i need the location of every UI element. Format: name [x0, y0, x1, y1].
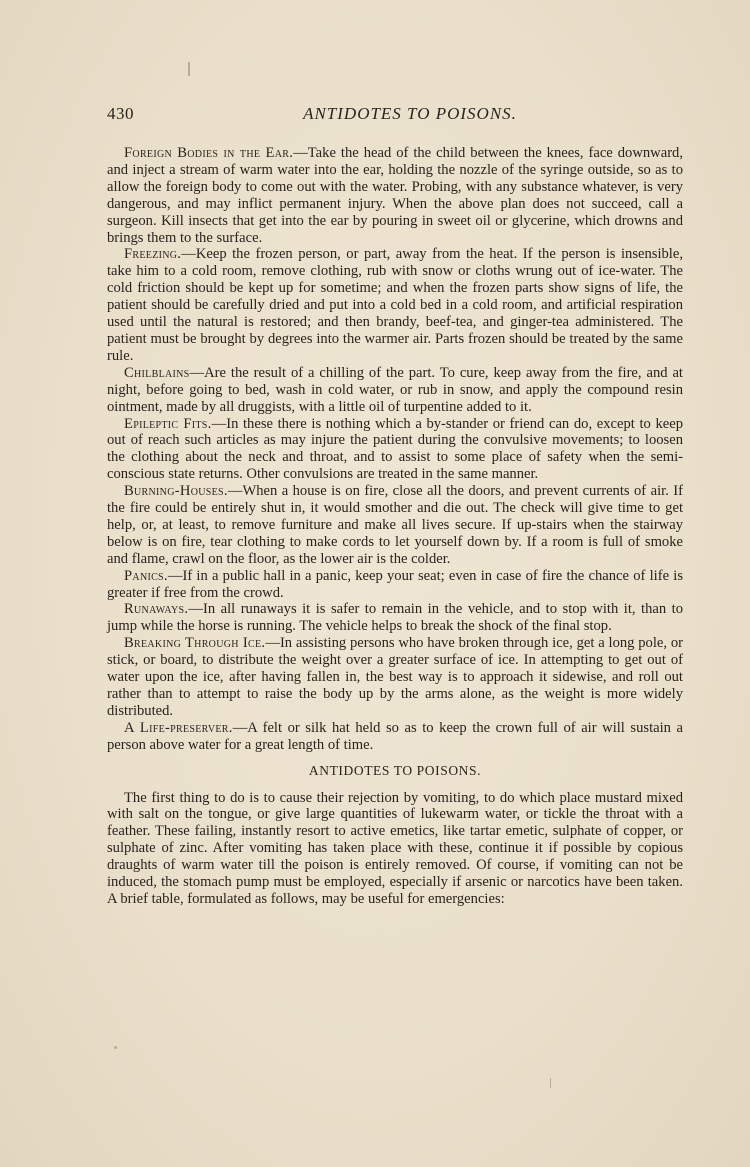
paragraph-foreign-bodies: [107, 145, 683, 246]
paragraph-text: —A felt or silk hat held so as to keep the crown full of air will sustain a person above water for a great length of time.: [107, 719, 683, 753]
paragraph-text: —In these there is nothing which a by-stander or friend can do, except to keep out of reach such articles as may injure the patient during the convulsive movements; to loosen the clothing about the neck and throat, and to assist to some place of safety when the semi-conscious state returns. Other convulsions are treated in the same manner.: [107, 415, 684, 483]
section-heading: ANTIDOTES TO POISONS.: [308, 762, 482, 778]
paragraph-panics: [107, 568, 683, 602]
paragraph-text: —Take the head of the child between the knees, face downward, and inject a stream of warm water into the ear, holding the nozzle of the syringe outside, so as to allow the foreign body to come out with the water. Probing, with any substance whatever, is very dangerous, and may inflict permanent injury. When the above plan does not succeed, call a surgeon. Kill insects that get into the ear by pouring in sweet oil or glycerine, which drowns and brings them to the surface.: [107, 145, 684, 246]
body-text: [107, 145, 683, 908]
paragraph-text: —Are the result of a chilling of the part. To cure, keep away from the fire, and at night, before going to bed, wash in cold water, or rub in snow, and apply the compound resin ointment, made by all druggists, with a little oil of turpentine added to it.: [107, 364, 683, 415]
paragraph-breaking-through-ice: [107, 635, 683, 720]
paper-speck: [114, 1046, 117, 1049]
paragraph-lead: Foreign Bodies in the Ear.: [124, 145, 294, 161]
paragraph-lead: Breaking Through Ice.: [124, 635, 266, 652]
paragraph-lead: Runaways.: [124, 601, 189, 618]
paragraph-text: —If in a public hall in a panic, keep your seat; even in case of fire the chance of life is greater if free from the crowd.: [107, 567, 683, 601]
running-head: [107, 104, 683, 126]
paragraph-epileptic-fits: [107, 416, 683, 484]
paragraph-runaways: [107, 601, 683, 635]
paragraph-burning-houses: [107, 483, 683, 568]
running-title: ANTIDOTES TO POISONS.: [303, 104, 517, 123]
paragraph-freezing: [107, 246, 683, 364]
paragraph-lead: Freezing.: [124, 246, 182, 263]
paragraph-lead: Panics.: [124, 567, 168, 584]
paragraph-text: —When a house is on fire, close all the doors, and prevent currents of air. If the fire could be entirely shut in, it would smother and die out. The check will give time to get help, or, at least, to remove furniture and make all lives secure. If up-stairs when the stairway below is on fire, tear clothing to make cords to let yourself down by. If a room is full of smoke and flame, crawl on the floor, as the lower air is the colder.: [107, 483, 683, 567]
paragraph-lead: Chilblains: [124, 364, 190, 381]
paragraph-text: —Keep the frozen person, or part, away from the heat. If the person is insensible, take him to a cold room, remove clothing, rub with snow or cloths wrung out of ice-water. The cold friction should be kept up for sometime; and when the frozen parts show signs of life, the patient should be carefully dried and put into a cold bed in a cold room, and artificial respiration used until the natural is restored; and then brandy, beef-tea, and ginger-tea administered. The patient must be brought by degrees into the warmer air. Parts frozen should be treated by the same rule.: [107, 246, 683, 364]
paragraph-text: —In assisting persons who have broken through ice, get a long pole, or stick, or board, to distribute the weight over a greater surface of ice. In attempting to get out of water upon the ice, after having fallen in, the best way is to approach it sidewise, and roll out rather than to attempt to raise the body up by the arms alone, as the weight is more widely distributed.: [107, 635, 683, 719]
paragraph-lead: Burning-Houses.: [124, 483, 228, 500]
paragraph-lead: A Life-preserver.: [124, 719, 233, 736]
paragraph-text: —In all runaways it is safer to remain in the vehicle, and to stop with it, than to jump while the horse is running. The vehicle helps to break the shock of the final stop.: [107, 601, 683, 635]
paragraph-life-preserver: [107, 720, 683, 754]
paragraph-chilblains: [107, 365, 683, 416]
paragraph-antidotes: The first thing to do is to cause their rejection by vomiting, to do which place mustard mixed with salt on the tongue, or give large quantities of lukewarm water, or tickle the throat with a feather. These failing, instantly resort to active emetics, like tartar emetic, sulphate of copper, or sulphate of zinc. After vomiting has taken place with these, continue it if possible by copious draughts of warm water till the poison is entirely removed. Of course, if vomiting can not be induced, the stomach pump must be employed, especially if arsenic or narcotics have been taken. A brief table, formulated as follows, may be useful for emergencies:: [107, 789, 683, 907]
paper-speck: [188, 62, 190, 76]
paper-speck: [550, 1078, 551, 1088]
page-number: 430: [107, 104, 134, 123]
paragraph-lead: Epileptic Fits.: [124, 415, 212, 432]
